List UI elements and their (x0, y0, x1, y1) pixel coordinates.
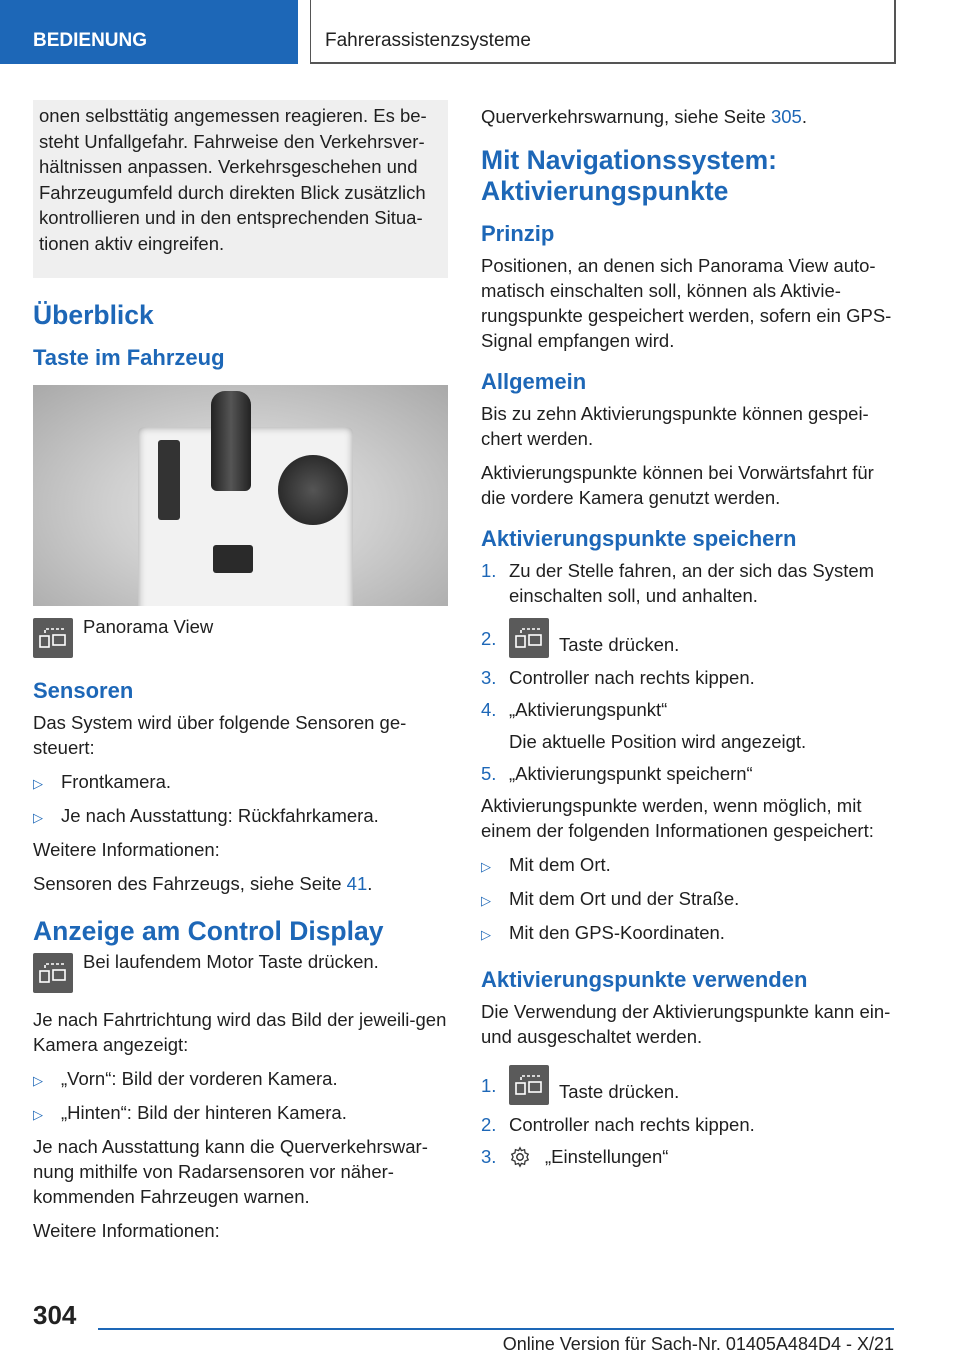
sensors-reference: Sensoren des Fahrzeugs, siehe Seite 41. (33, 873, 373, 894)
center-console-photo (33, 385, 448, 606)
general-text-1: Bis zu zehn Aktivierungspunkte können gespei-chert werden. (481, 403, 869, 449)
page-link-305[interactable]: 305 (770, 106, 802, 127)
step-item: 3. Controller nach rechts kippen. (481, 667, 755, 688)
display-icon-row (33, 953, 448, 993)
use-text: Die Verwendung der Aktivierungspunkte kann ein- und ausgeschaltet werden. (481, 1001, 891, 1047)
principle-text: Positionen, an denen sich Panorama View auto-matisch einschalten soll, können als Aktivie-rungspunkte gespeichert werden, sofern ein GPS-Signal empfangen wird. (481, 255, 892, 351)
more-info-label: Weitere Informationen: (33, 1220, 220, 1241)
step-item: 5. „Aktivierungspunkt speichern“ (481, 763, 753, 784)
heading-principle: Prinzip (481, 221, 555, 246)
panorama-view-icon-row (33, 618, 448, 658)
more-info-label: Weitere Informationen: (33, 839, 220, 860)
page-link-41[interactable]: 41 (346, 873, 368, 894)
heading-sensors: Sensoren (33, 678, 134, 703)
header-chapter: Fahrerassistenzsysteme (310, 0, 896, 64)
list-item: ▷ Je nach Ausstattung: Rückfahrkamera. (33, 805, 379, 826)
list-item: ▷ Frontkamera. (33, 771, 172, 792)
warning-box: onen selbsttätig angemessen reagieren. Es be-steht Unfallgefahr. Fahrweise den Verkehrsver-hältnissen anpassen. Verkehrsgeschehen und Fahrzeugumfeld durch direkten Blick zusätzlich kontrollieren und in den entsprechenden Situa-tionen aktiv eingreifen. (33, 100, 448, 278)
cross-traffic-reference: Querverkehrswarnung, siehe Seite 305. (481, 106, 807, 127)
step-item: 1. Taste drücken. (481, 1065, 896, 1105)
panorama-view-icon (33, 953, 73, 993)
heading-control-display: Anzeige am Control Display (33, 916, 384, 946)
list-item: ▷ „Vorn“: Bild der vorderen Kamera. (33, 1068, 338, 1089)
step-item: 2. Taste drücken. (481, 618, 896, 658)
panorama-view-icon (509, 618, 549, 658)
gear-selector-image (211, 391, 251, 491)
step-item: 3. „Einstellungen“ (481, 1146, 669, 1167)
general-text-2: Aktivierungspunkte können bei Vorwärtsfahrt für die vordere Kamera genutzt werden. (481, 462, 874, 508)
page-number: 304 (33, 1300, 77, 1330)
list-item: ▷ Mit den GPS-Koordinaten. (481, 922, 725, 943)
heading-save-activation-points: Aktivierungspunkte speichern (481, 526, 797, 551)
right-column (481, 100, 896, 1176)
footer-text: Online Version für Sach-Nr. 01405A484D4 - X/21 (502, 1334, 894, 1354)
list-item: ▷ Mit dem Ort. (481, 854, 611, 875)
panorama-view-label: Panorama View (83, 616, 214, 637)
gear-icon (509, 1146, 531, 1168)
footer-divider (98, 1328, 894, 1330)
direction-text: Je nach Fahrtrichtung wird das Bild der jeweili-gen Kamera angezeigt: (33, 1009, 447, 1055)
heading-button-in-vehicle: Taste im Fahrzeug (33, 345, 225, 370)
step-item: 1. Zu der Stelle fahren, an der sich das System einschalten soll, und anhalten. (481, 560, 875, 606)
controller-image (278, 455, 348, 525)
list-item: ▷ „Hinten“: Bild der hinteren Kamera. (33, 1102, 347, 1123)
header-section: BEDIENUNG (0, 0, 298, 64)
step-item: 2. Controller nach rechts kippen. (481, 1114, 755, 1135)
list-item: ▷ Mit dem Ort und der Straße. (481, 888, 740, 909)
heading-navigation-activation-points: Mit Navigationssystem: Aktivierungspunkte (481, 145, 777, 206)
cross-traffic-text: Je nach Ausstattung kann die Querverkehrswar-nung mithilfe von Radarsensoren vor näher-kommenden Fahrzeugen warnen. (33, 1136, 428, 1207)
sensors-intro: Das System wird über folgende Sensoren ge-steuert: (33, 712, 407, 758)
heading-general: Allgemein (481, 369, 587, 394)
heading-overview: Überblick (33, 300, 154, 330)
heading-use-activation-points: Aktivierungspunkte verwenden (481, 967, 808, 992)
panorama-view-icon (509, 1065, 549, 1105)
display-instruction: Bei laufendem Motor Taste drücken. (83, 951, 379, 972)
save-info: Aktivierungspunkte werden, wenn möglich, mit einem der folgenden Informationen gespeichert: (481, 795, 874, 841)
step-item: 4. „Aktivierungspunkt“ Die aktuelle Position wird angezeigt. (481, 699, 807, 752)
left-column (33, 100, 448, 1252)
panorama-view-icon (33, 618, 73, 658)
